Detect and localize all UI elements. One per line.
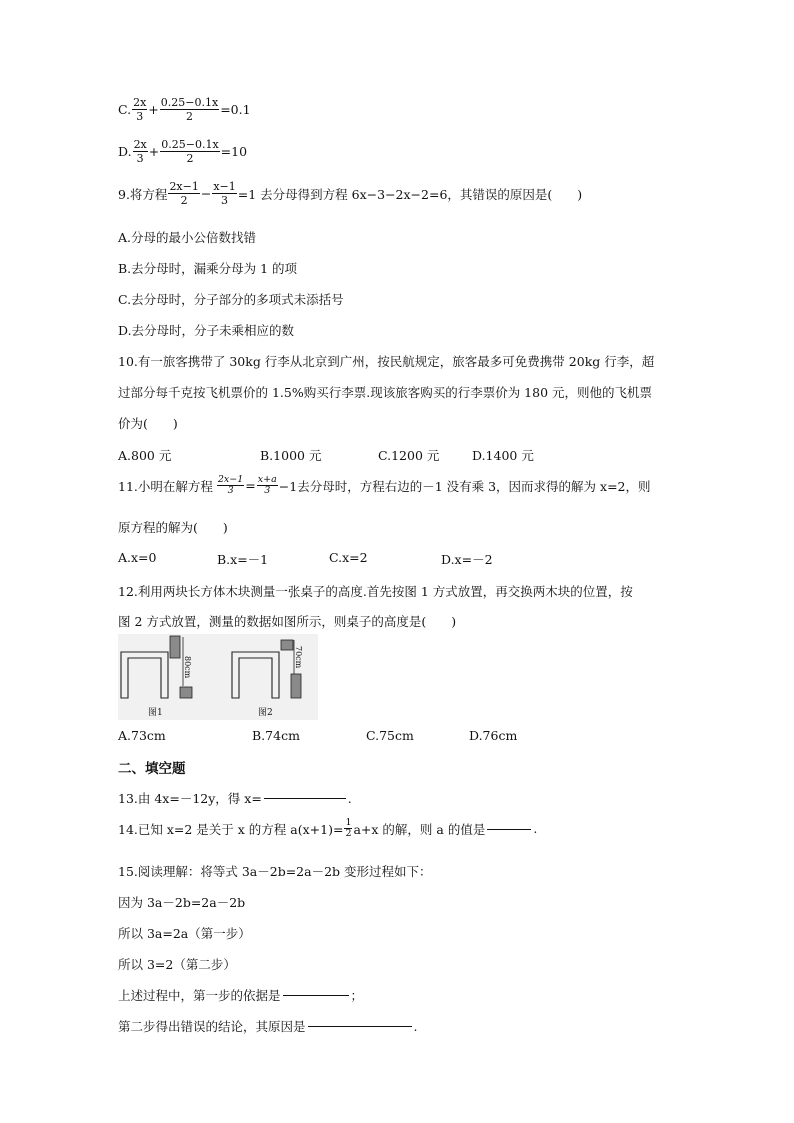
q12-figures xyxy=(118,634,318,720)
figure2-bottom-block xyxy=(291,674,301,698)
q15-line2: 因为 3a－2b=2a－2b xyxy=(118,895,246,910)
q12-option-a: A.73cm xyxy=(118,728,166,743)
q11-option-d: D.x=－2 xyxy=(441,552,493,567)
q9-option-c: C.去分母时，分子部分的多项式未添括号 xyxy=(118,292,344,307)
answer-blank[interactable] xyxy=(283,994,349,996)
figure1-top-block xyxy=(170,636,180,658)
answer-blank[interactable] xyxy=(264,797,346,799)
figure1-caption: 图1 xyxy=(148,708,163,718)
q15-line6: 第二步得出错误的结论，其原因是 . xyxy=(118,1018,418,1034)
figure2-top-block xyxy=(281,640,293,650)
q15-line4: 所以 3=2（第二步） xyxy=(118,957,236,972)
q13: 13.由 4x=－12y，得 x= . xyxy=(118,790,352,806)
fraction: $\frac{2x-1}{2}$ xyxy=(169,180,199,207)
fraction: $\frac{0.25-0.1x}{2}$ xyxy=(160,96,219,123)
q10-line1: 10.有一旅客携带了 30kg 行李从北京到广州，按民航规定，旅客最多可免费携带 20kg 行李，超 xyxy=(118,354,655,369)
fraction: $\frac{0.25-0.1x}{2}$ xyxy=(161,138,219,165)
q12-line2: 图 2 方式放置，测量的数据如图所示，则桌子的高度是( ) xyxy=(118,614,457,629)
q10-line2: 过部分每千克按飞机票价的 1.5%购买行李票.现该旅客购买的行李票价为 180 元，则他的飞机票 xyxy=(118,385,653,400)
fraction: $\frac{2x}{3}$ xyxy=(133,96,147,123)
q9-option-b: B.去分母时，漏乘分母为 1 的项 xyxy=(118,261,298,276)
q8-option-c: C. $\frac{2x}{3}$ + $\frac{0.25-0.1x}{2}$ =0.1 xyxy=(118,96,251,123)
q14: 14.已知 x=2 是关于 x 的方程 a(x+1)= $\frac{1}{2}$ a+x 的解，则 a 的值是 . xyxy=(118,817,538,839)
q9-stem: 9.将方程 $\frac{2x-1}{2}$ − $\frac{x-1}{3}$ =1 去分母得到方程 6x−3−2x−2=6，其错误的原因是( ) xyxy=(118,180,583,207)
q11-stem: 11.小明在解方程 $\frac{2x-1}{3}$ = $\frac{x+a}{3}$ −1去分母时，方程右边的－1 没有乘 3，因而求得的解为 x=2，则 xyxy=(118,474,651,496)
q12-option-c: C.75cm xyxy=(366,728,414,743)
figure1-measure-label: 80cm xyxy=(183,656,192,679)
q11-option-b: B.x=－1 xyxy=(217,552,269,567)
q15-line1: 15.阅读理解：将等式 3a－2b=2a－2b 变形过程如下： xyxy=(118,864,432,879)
q10-option-a: A.800 元 xyxy=(118,448,172,463)
fraction: $\frac{x-1}{3}$ xyxy=(213,180,236,207)
q9-option-a: A.分母的最小公倍数找错 xyxy=(118,230,257,245)
fraction: $\frac{1}{2}$ xyxy=(345,817,352,839)
q10-option-d: D.1400 元 xyxy=(472,448,534,463)
q10-option-b: B.1000 元 xyxy=(260,448,322,463)
figure1-table xyxy=(121,652,168,698)
figure2-caption: 图2 xyxy=(258,708,273,718)
q10-option-c: C.1200 元 xyxy=(378,448,440,463)
option-prefix: D. xyxy=(118,144,132,159)
q11-line2: 原方程的解为( ) xyxy=(118,520,228,535)
answer-blank[interactable] xyxy=(487,828,531,830)
figure2-table xyxy=(232,652,279,698)
q12-option-b: B.74cm xyxy=(252,728,300,743)
figure2-measure-label: 70cm xyxy=(294,646,303,669)
fraction: $\frac{2x}{3}$ xyxy=(133,138,147,165)
section-title: 二、填空题 xyxy=(118,761,186,777)
q11-option-c: C.x=2 xyxy=(329,550,368,565)
fraction: $\frac{2x-1}{3}$ xyxy=(217,474,244,496)
fraction: $\frac{x+a}{3}$ xyxy=(257,474,277,496)
q10-line3: 价为( ) xyxy=(118,416,178,431)
option-prefix: C. xyxy=(118,102,132,117)
q15-line5: 上述过程中，第一步的依据是 ； xyxy=(118,988,364,1003)
answer-blank[interactable] xyxy=(308,1025,412,1027)
q8-option-d: D. $\frac{2x}{3}$ + $\frac{0.25-0.1x}{2}$ =10 xyxy=(118,138,248,165)
q12-option-d: D.76cm xyxy=(469,728,518,743)
q11-option-a: A.x=0 xyxy=(118,550,157,565)
q12-line1: 12.利用两块长方体木块测量一张桌子的高度.首先按图 1 方式放置，再交换两木块的位置，按 xyxy=(118,584,633,599)
q9-option-d: D.去分母时，分子未乘相应的数 xyxy=(118,323,295,338)
q12-figures-svg xyxy=(118,634,318,720)
figure1-bottom-block xyxy=(180,687,192,698)
q15-line3: 所以 3a=2a（第一步） xyxy=(118,926,251,941)
